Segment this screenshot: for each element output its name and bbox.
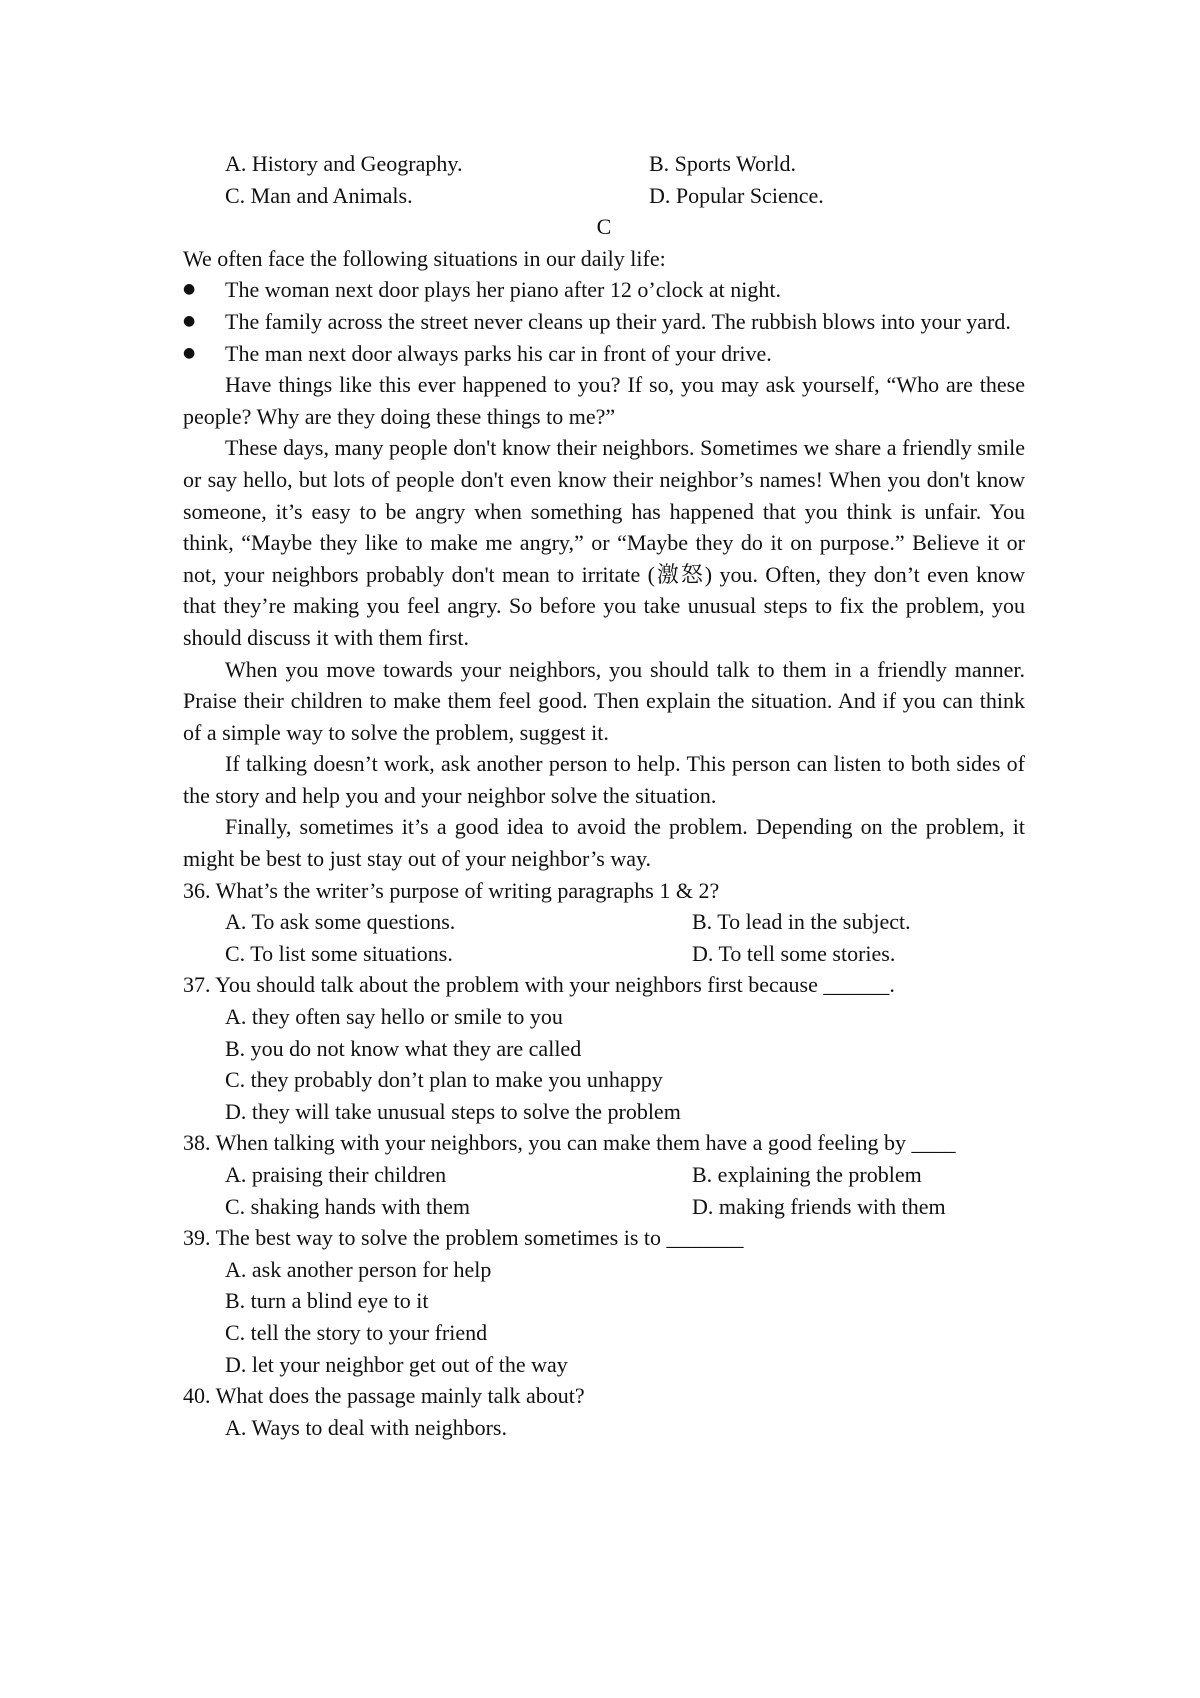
q37-option-c: C. they probably don’t plan to make you unhappy	[225, 1067, 663, 1093]
question-39: 39. The best way to solve the problem sometimes is to _______	[183, 1225, 744, 1251]
top-options-row-2	[183, 180, 1025, 212]
option-d: D. Popular Science.	[649, 182, 824, 208]
q38-options-row-2	[183, 1191, 1025, 1223]
q37-option-d: D. they will take unusual steps to solve the problem	[225, 1098, 681, 1124]
q38-options-row-1	[183, 1159, 1025, 1191]
paragraph: When you move towards your neighbors, you should talk to them in a friendly manner. Praise their children to make them feel good. Then explain the situation. And if you can think of a simple way to solve the problem, suggest it.	[183, 656, 1025, 745]
q36-option-b: B. To lead in the subject.	[692, 909, 911, 935]
q37-option-b: B. you do not know what they are called	[225, 1035, 582, 1061]
q39-option-c: C. tell the story to your friend	[225, 1319, 488, 1345]
bullet-item	[183, 306, 1025, 338]
q40-option-a: A. Ways to deal with neighbors.	[225, 1414, 507, 1440]
question-37: 37. You should talk about the problem with your neighbors first because ______.	[183, 972, 895, 998]
option-b: B. Sports World.	[649, 151, 796, 176]
option-c: C. Man and Animals.	[225, 182, 413, 208]
option-a: A. History and Geography.	[225, 151, 463, 176]
q36-options-row-2	[183, 938, 1025, 970]
paragraph: These days, many people don't know their neighbors. Sometimes we share a friendly smile or say hello, but lots of people don't even know their neighbor’s names! When you don't know someone, it’s easy to be angry when something has happened that you think is unfair. You think, “Maybe they like to make me angry,” or “Maybe they do it on purpose.” Believe it or not, your neighbors probably don't mean to irritate (激怒) you. Often, they don’t even know that they’re making you feel angry. So before you take unusual steps to fix the problem, you should discuss it with them first.	[183, 435, 1025, 650]
question-40: 40. What does the passage mainly talk about?	[183, 1383, 585, 1409]
q36-option-a: A. To ask some questions.	[225, 909, 456, 935]
bullet-dot-icon: ●	[183, 312, 196, 329]
intro-text: We often face the following situations in our daily life:	[183, 245, 666, 271]
q38-option-d: D. making friends with them	[692, 1193, 946, 1219]
bullet-dot-icon: ●	[183, 281, 196, 298]
q36-option-c: C. To list some situations.	[225, 940, 453, 966]
q38-option-b: B. explaining the problem	[692, 1162, 922, 1187]
q39-option-b: B. turn a blind eye to it	[225, 1288, 429, 1314]
page-content	[183, 148, 1025, 1443]
bullet-item	[183, 338, 1025, 370]
q39-option-a: A. ask another person for help	[225, 1256, 492, 1282]
q38-option-a: A. praising their children	[225, 1162, 447, 1187]
q39-option-d: D. let your neighbor get out of the way	[225, 1351, 568, 1377]
bullet-dot-icon: ●	[183, 344, 196, 361]
paragraph: Finally, sometimes it’s a good idea to avoid the problem. Depending on the problem, it might be best to just stay out of your neighbor’s way.	[183, 814, 1025, 872]
bullet-text: The family across the street never cleans up their yard. The rubbish blows into your yard.	[225, 308, 1011, 334]
bullet-item	[183, 274, 1025, 306]
q36-option-d: D. To tell some stories.	[692, 940, 896, 966]
q37-option-a: A. they often say hello or smile to you	[225, 1004, 563, 1030]
paragraph: If talking doesn’t work, ask another person to help. This person can listen to both sides of the story and help you and your neighbor solve the situation.	[183, 751, 1025, 808]
question-38: 38. When talking with your neighbors, you can make them have a good feeling by ____	[183, 1130, 956, 1156]
top-options-row-1	[183, 148, 1025, 180]
q38-option-c: C. shaking hands with them	[225, 1193, 471, 1219]
question-36: 36. What’s the writer’s purpose of writing paragraphs 1 & 2?	[183, 877, 720, 903]
bullet-text: The man next door always parks his car in front of your drive.	[225, 340, 772, 366]
paragraph: Have things like this ever happened to you? If so, you may ask yourself, “Who are these people? Why are they doing these things to me?”	[183, 372, 1025, 429]
q36-options-row-1	[183, 906, 1025, 938]
bullet-text: The woman next door plays her piano after 12 o’clock at night.	[225, 277, 781, 303]
section-letter: C	[596, 214, 612, 240]
